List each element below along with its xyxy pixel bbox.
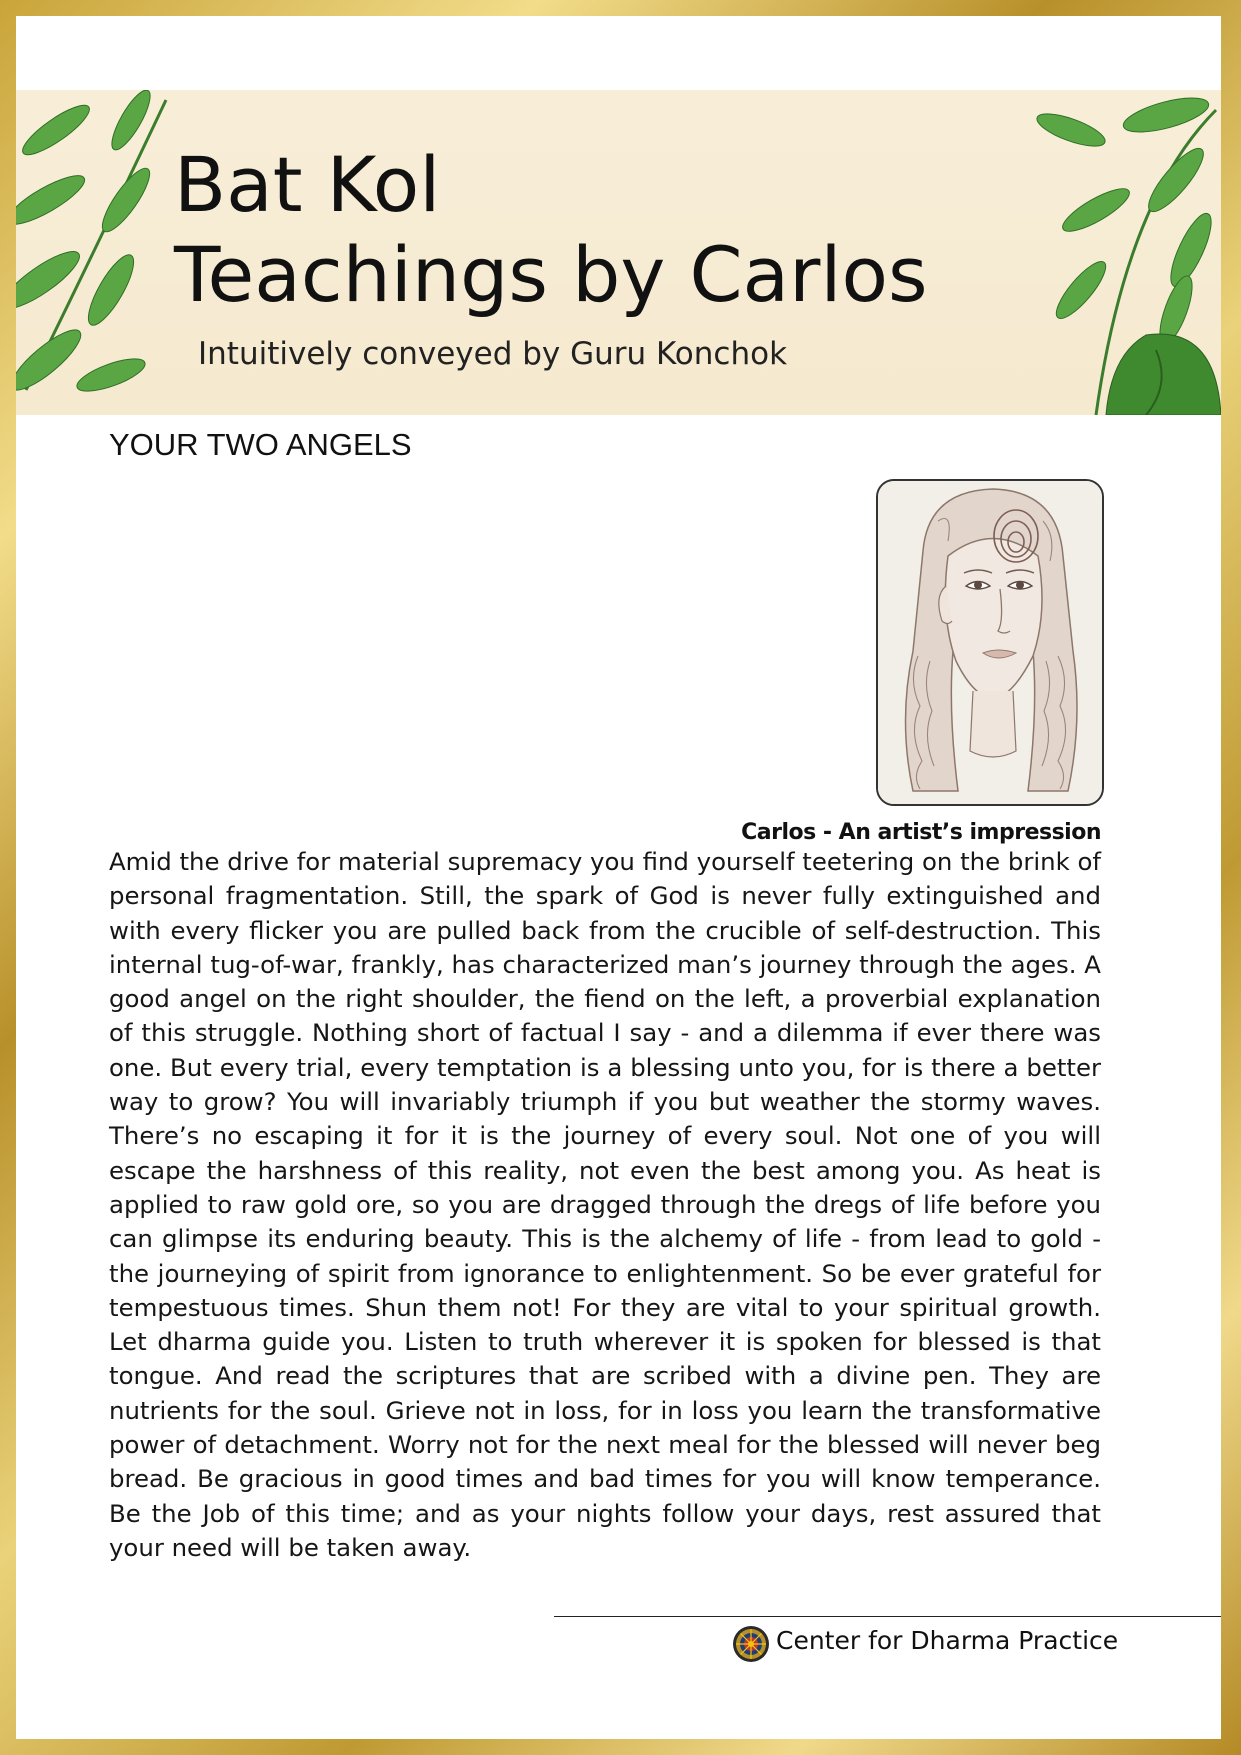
portrait-caption: Carlos - An artist’s impression: [741, 820, 1101, 845]
right-leaves-decoration: [976, 90, 1221, 415]
page-subtitle: Intuitively conveyed by Guru Konchok: [198, 336, 788, 372]
header-banner: [16, 90, 1221, 415]
footer-divider: [554, 1616, 1221, 1617]
page-content: [16, 16, 1221, 1739]
dharma-wheel-icon: [732, 1625, 770, 1663]
footer-organization: Center for Dharma Practice: [776, 1626, 1119, 1655]
teaching-body-text: Amid the drive for material supremacy you find yourself teetering on the brink of personal fragmentation. Still, the spark of God is never fully extinguished and with every flicker you are pulled back from the crucible of self-destruction. This internal tug-of-war, frankly, has characterized man’s journey through the ages. A good angel on the right shoulder, the fiend on the left, a proverbial explanation of this struggle. Nothing short of factual I say - and a dilemma if ever there was one. But every trial, every temptation is a blessing unto you, for is there a better way to grow? You will invariably triumph if you but weather the stormy waves. There’s no escaping it for it is the journey of every soul. Not one of you will escape the harshness of this reality, not even the best among you. As heat is applied to raw gold ore, so you are dragged through the dregs of life before you can glimpse its enduring beauty. This is the alchemy of life - from lead to gold - the journeying of spirit from ignorance to enlightenment. So be ever grateful for tempestuous times. Shun them not! For they are vital to your spiritual growth. Let dharma guide you. Listen to truth wherever it is spoken for blessed is that tongue. And read the scriptures that are scribed with a divine pen. They are nutrients for the soul. Grieve not in loss, for in loss you learn the transformative power of detachment. Worry not for the next meal for the blessed will never beg bread. Be gracious in good times and bad times for you will know temperance. Be the Job of this time; and as your nights follow your days, rest assured that your need will be taken away.: [109, 847, 1102, 1562]
left-leaves-decoration: [16, 90, 186, 415]
portrait-image: [876, 479, 1104, 806]
section-heading: YOUR TWO ANGELS: [109, 427, 412, 462]
portrait-sketch: [878, 481, 1102, 804]
page-title-line-2: Teachings by Carlos: [174, 230, 928, 319]
page-title-line-1: Bat Kol: [174, 140, 441, 229]
